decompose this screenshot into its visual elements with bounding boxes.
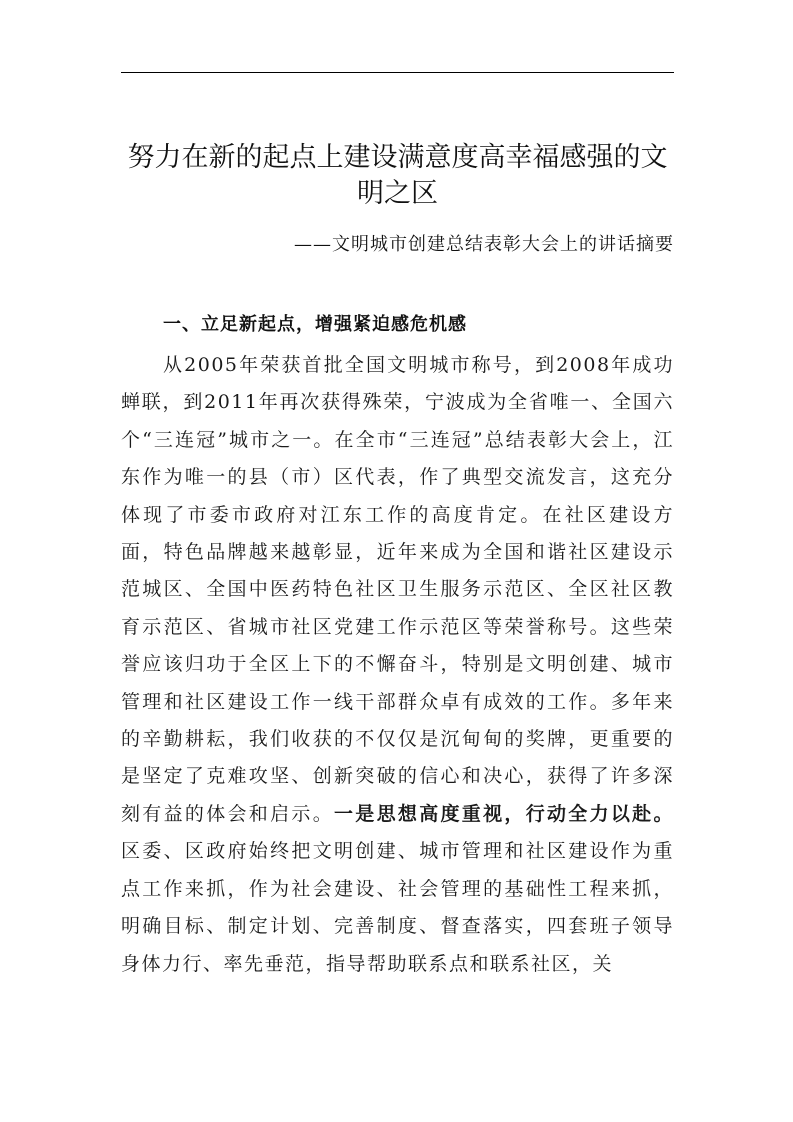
paragraph-text-continued: 区委、区政府始终把文明创建、城市管理和社区建设作为重点工作来抓，作为社会建设、社会管理的基础性工程来抓，明确目标、制定计划、完善制度、督查落实，四套班子领导身体力行、率先垂范，指导帮助联系点和联系社区，关 — [121, 840, 674, 975]
paragraph-text: 从2005年荣获首批全国文明城市称号，到2008年成功蝉联，到2011年再次获得殊荣，宁波成为全省唯一、全国六个“三连冠”城市之一。在全市“三连冠”总结表彰大会上，江东作为唯一的县（市）区代表，作了典型交流发言，这充分体现了市委市政府对江东工作的高度肯定。在社区建设方面，特色品牌越来越彰显，近年来成为全国和谐社区建设示范城区、全国中医药特色社区卫生服务示范区、全区社区教育示范区、省城市社区党建工作示范区等荣誉称号。这些荣誉应该归功于全区上下的不懈奋斗，特别是文明创建、城市管理和社区建设工作一线干部群众卓有成效的工作。多年来的辛勤耕耘，我们收获的不仅仅是沉甸甸的奖牌，更重要的是坚定了克难攻坚、创新突破的信心和决心，获得了许多深刻有益的体会和启示。 — [121, 354, 674, 825]
document-subtitle: ——文明城市创建总结表彰大会上的讲话摘要 — [294, 234, 674, 255]
paragraph-bold-text: 一是思想高度重视，行动全力以赴。 — [334, 802, 674, 825]
section-heading: 一、立足新起点，增强紧迫感危机感 — [163, 314, 467, 335]
document-title: 努力在新的起点上建设满意度高幸福感强的文明之区 — [127, 142, 668, 209]
body-paragraph — [121, 347, 674, 983]
header-rule — [121, 72, 674, 73]
